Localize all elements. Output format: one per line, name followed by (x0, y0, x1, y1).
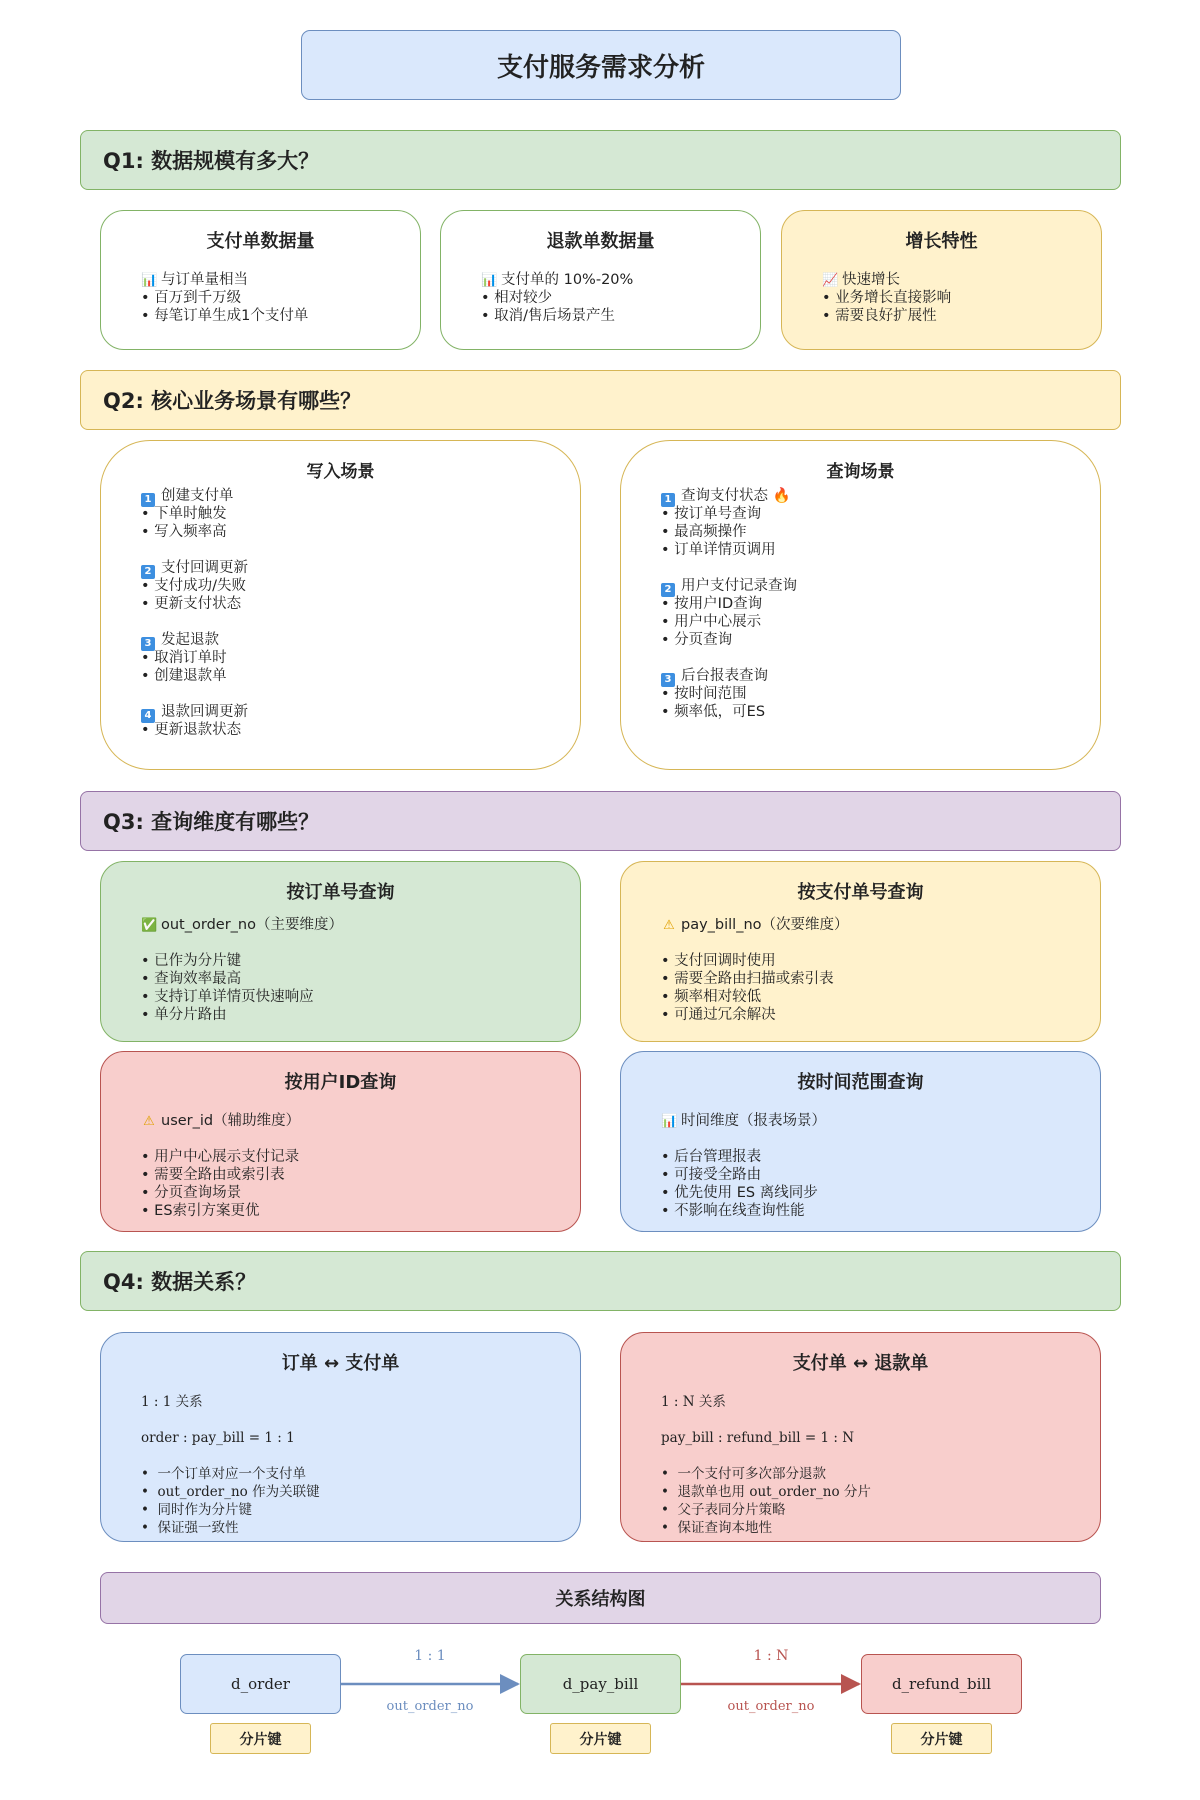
card-line: • 取消/售后场景产生 (481, 308, 616, 324)
card-line: • 支付回调时使用 (661, 953, 776, 969)
card-line: • 保证查询本地性 (661, 1520, 773, 1536)
card-line: • 按订单号查询 (661, 506, 762, 522)
trend-up-icon: 📈 (822, 273, 839, 288)
card-line: • 优先使用 ES 离线同步 (661, 1185, 818, 1201)
card-title: 按用户ID查询 (284, 1072, 397, 1093)
page-title: 支付服务需求分析 (301, 30, 901, 100)
card-title: 按订单号查询 (286, 882, 395, 903)
card-title: 退款单数据量 (546, 231, 655, 252)
card-line: • 分页查询场景 (141, 1185, 242, 1201)
card-line: • 需要全路由或索引表 (141, 1167, 285, 1183)
card-line: • 单分片路由 (141, 1007, 227, 1023)
card-line: 与订单量相当 (161, 272, 248, 288)
card-title: 增长特性 (905, 231, 978, 252)
group-head: 支付回调更新 (161, 560, 248, 576)
card-title: 写入场景 (306, 462, 375, 482)
card-line: • 百万到千万级 (141, 290, 242, 306)
group-head: 后台报表查询 (681, 668, 768, 684)
card-line: • 频率低，可ES (661, 704, 766, 720)
warning-icon: ⚠ (143, 1114, 155, 1129)
card-line: • 频率相对较低 (661, 989, 762, 1005)
relation-ratio: 1 : N 关系 (661, 1394, 726, 1410)
card-line: • 创建退款单 (141, 668, 227, 684)
edge-key-label: out_order_no (386, 1699, 474, 1714)
card-line: • 每笔订单生成1个支付单 (141, 308, 309, 324)
card-line: • 最高频操作 (661, 524, 747, 540)
card-line: • 更新退款状态 (141, 722, 242, 738)
card-line: • 支持订单详情页快速响应 (141, 989, 314, 1005)
dimension-tag: out_order_no（主要维度） (161, 917, 343, 933)
number-1-icon: 1 (661, 493, 675, 507)
card-line: • 按时间范围 (661, 686, 747, 702)
card-title: 查询场景 (826, 462, 895, 482)
card-line: • 父子表同分片策略 (661, 1502, 786, 1518)
card-line: • 后台管理报表 (661, 1149, 762, 1165)
number-2-icon: 2 (661, 583, 675, 597)
bar-chart-icon: 📊 (141, 273, 158, 288)
bar-chart-icon: 📊 (661, 1114, 678, 1129)
dimension-tag: 时间维度（报表场景） (681, 1113, 826, 1129)
card-line: • 支付成功/失败 (141, 578, 247, 594)
dimension-tag: pay_bill_no（次要维度） (681, 917, 849, 933)
card-line: • 同时作为分片键 (141, 1502, 253, 1518)
card-line: • 保证强一致性 (141, 1520, 239, 1536)
relation-formula: pay_bill : refund_bill = 1 : N (661, 1430, 855, 1446)
diagram-header: 关系结构图 (100, 1572, 1101, 1624)
edge-key-label: out_order_no (727, 1699, 815, 1714)
card-line: • 用户中心展示 (661, 614, 762, 630)
group-head: 查询支付状态 (681, 488, 768, 504)
card-line: • 相对较少 (481, 290, 553, 306)
card-line: • 用户中心展示支付记录 (141, 1149, 300, 1165)
fire-icon: 🔥 (772, 488, 791, 504)
group-head: 退款回调更新 (161, 704, 248, 720)
card-line: • ES索引方案更优 (141, 1203, 260, 1219)
card-title: 按支付单号查询 (797, 882, 924, 903)
group-head: 创建支付单 (161, 488, 234, 504)
shard-key-label: 分片键 (550, 1723, 651, 1754)
node-d-order: d_order (180, 1654, 341, 1714)
warning-icon: ⚠ (663, 918, 675, 933)
bar-chart-icon: 📊 (481, 273, 498, 288)
check-icon: ✅ (141, 918, 158, 933)
card-line: • 写入频率高 (141, 524, 227, 540)
card-line: • 可接受全路由 (661, 1167, 762, 1183)
card-line: • 订单详情页调用 (661, 542, 776, 558)
number-2-icon: 2 (141, 565, 155, 579)
card-line: • 需要全路由扫描或索引表 (661, 971, 834, 987)
q1-header: Q1: 数据规模有多大？ (80, 130, 1121, 190)
card-line: • 按用户ID查询 (661, 596, 763, 612)
card-line: • 查询效率最高 (141, 971, 242, 987)
dimension-tag: user_id（辅助维度） (161, 1113, 301, 1129)
shard-key-label: 分片键 (210, 1723, 311, 1754)
card-line: • 分页查询 (661, 632, 733, 648)
q3-header: Q3: 查询维度有哪些？ (80, 791, 1121, 851)
card-line: • 下单时触发 (141, 506, 227, 522)
node-d-pay-bill: d_pay_bill (520, 1654, 681, 1714)
edge-ratio-label: 1 : 1 (414, 1648, 446, 1664)
card-line: • 一个支付可多次部分退款 (661, 1466, 827, 1482)
card-line: • 退款单也用 out_order_no 分片 (661, 1484, 871, 1500)
shard-key-label: 分片键 (891, 1723, 992, 1754)
q4-header: Q4: 数据关系？ (80, 1251, 1121, 1311)
node-d-refund-bill: d_refund_bill (861, 1654, 1022, 1714)
number-1-icon: 1 (141, 493, 155, 507)
card-line: • 取消订单时 (141, 650, 227, 666)
card-line: • 不影响在线查询性能 (661, 1203, 805, 1219)
card-line: 支付单的 10%-20% (501, 272, 634, 288)
card-line: • 更新支付状态 (141, 596, 242, 612)
q2-header: Q2: 核心业务场景有哪些？ (80, 370, 1121, 430)
number-3-icon: 3 (661, 673, 675, 687)
card-line: • out_order_no 作为关联键 (141, 1484, 320, 1500)
card-line: • 需要良好扩展性 (822, 308, 937, 324)
card-title: 支付单 ↔ 退款单 (792, 1353, 929, 1374)
card-line: • 业务增长直接影响 (822, 290, 952, 306)
group-head: 用户支付记录查询 (681, 578, 797, 594)
card-line: 快速增长 (842, 272, 900, 288)
relation-ratio: 1 : 1 关系 (141, 1394, 203, 1410)
number-3-icon: 3 (141, 637, 155, 651)
card-line: • 已作为分片键 (141, 953, 242, 969)
card-title: 订单 ↔ 支付单 (281, 1353, 400, 1374)
card-line: • 一个订单对应一个支付单 (141, 1466, 307, 1482)
number-4-icon: 4 (141, 709, 155, 723)
card-title: 支付单数据量 (206, 231, 315, 252)
group-head: 发起退款 (161, 632, 219, 648)
relation-formula: order : pay_bill = 1 : 1 (141, 1430, 295, 1446)
edge-ratio-label: 1 : N (753, 1648, 789, 1664)
card-title: 按时间范围查询 (797, 1072, 924, 1093)
card-line: • 可通过冗余解决 (661, 1007, 776, 1023)
